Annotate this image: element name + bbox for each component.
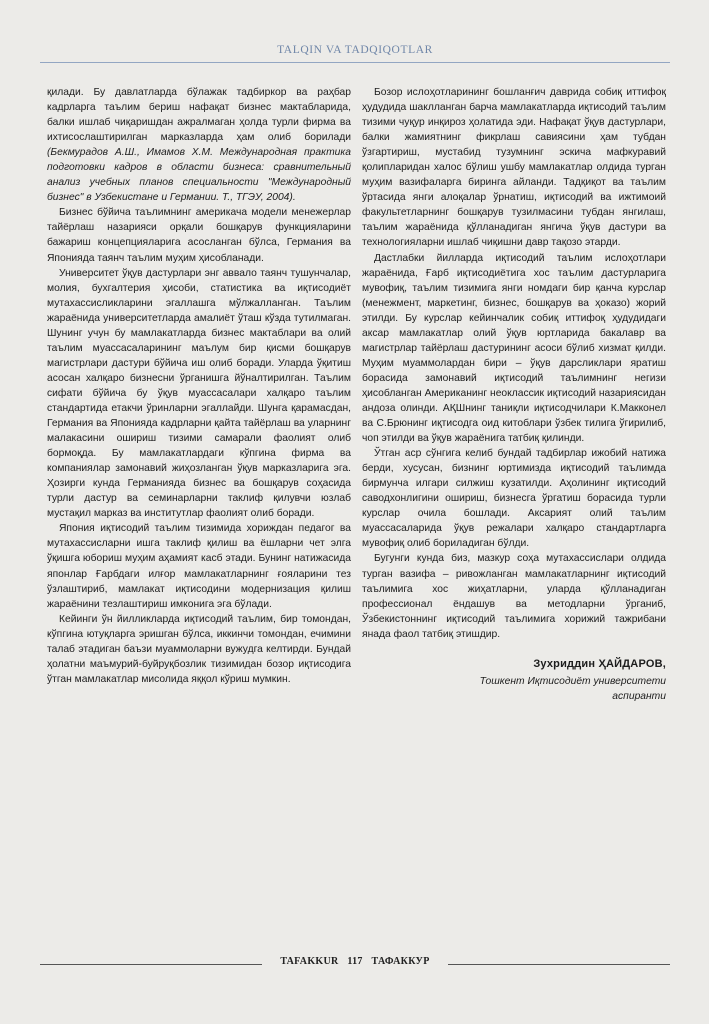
paragraph-4: Япония иқтисодий таълим тизимида хориждан педагог ва мутахассисларни ишга таклиф қилиш ва ёшларни чет элга ўқишга юбориш муҳим аҳамият касб этади. Бунинг натижасида японлар Ғарбдаги илғор мамлакатларнинг ғояларини тез ўзлаштириб, мамлакат иқтисодини модернизация қилиш жараёнини тезлаштириш имконига эга бўлади. bbox=[47, 523, 351, 610]
footer-magazine-cyrillic: ТАФАККУР bbox=[371, 956, 430, 967]
footer-text bbox=[262, 956, 448, 967]
paragraph-9: Бугунги кунда биз, мазкур соҳа мутахассислари олдида турган вазифа – ривожланган мамлакатларнинг иқтисодий таълимига хос жиҳатларни, уларда қўлланадиган профессионал ёндашув ва методларни ўрганиб, Ўзбекистоннинг иқтисодий таълимига хорижий тажрибани янада фаол татбиқ этишдир. bbox=[362, 553, 666, 640]
running-header bbox=[40, 40, 670, 63]
section-title: TALQIN VA TADQIQOTLAR bbox=[277, 44, 433, 56]
citation: (Бекмурадов А.Ш., Имамов Х.М. Международная практика подготовки кадров в области бизнеса: сравнительный анализ учебных планов специальности "Международный бизнес" в Узбекистане и Германии. Т., ТГЭУ, 2004). bbox=[47, 147, 351, 204]
author-affiliation-line-1: Тошкент Иқтисодиёт университети bbox=[479, 675, 666, 687]
footer-rule-right bbox=[448, 964, 670, 965]
paragraph-5: Кейинги ўн йилликларда иқтисодий таълим, бир томондан, кўпгина ютуқларга эришган бўлса, иккинчи томондан, ечимини талаб этадиган баъзи муаммоларни вужудга келтирди. Бундай ҳолатни маъмурий-буйруқбозлик тизимидан бозор иқтисодига ўтган мамлакатлар мисолида яққол кўриш мумкин. bbox=[47, 613, 351, 685]
page-number: 117 bbox=[347, 956, 363, 967]
header-rule bbox=[40, 62, 670, 63]
left-column bbox=[47, 85, 351, 930]
paragraph-6: Бозор ислоҳотларининг бошланғич даврида собиқ иттифоқ ҳудудида шаклланган барча мамлакатларда иқтисодий таълим тизими чуқур инқироз ҳолатида эди. Нафақат ўқув дастурлари, балки жамиятнинг фикрлаш савиясини ҳам тубдан ўзгартириш, мустабид тузумнинг эскича мафкуравий қолипларидан халос бўлиш ушбу мамлакатлар олдида турган муҳим вазифаларга биринга айланди. Тадқиқот ва таълим ўртасида янги алоқалар ўрнатиш, иқтисодий ва ижтимоий факультетларнинг бошқарув тузилмасини тубдан янгилаш, таълим жараёнида қўлланадиган янгича ўқув дастури ва технологияларни ишлаб чиқишни давр тақозо этарди. bbox=[362, 87, 666, 249]
page-footer bbox=[40, 955, 670, 973]
paragraph-2: Бизнес бўйича таълимнинг америкача модели менежерлар тайёрлаш назарияси орқали бошқарув функцияларини бажариш концепцияларига асосланган бўлса, Германия ва Японияда таянч таълим муҳим ҳисобланади. bbox=[47, 207, 351, 264]
footer-magazine-latin: TAFAKKUR bbox=[280, 956, 339, 967]
paragraph-7: Дастлабки йилларда иқтисодий таълим ислоҳотлари жараёнида, Ғарб иқтисодиётига хос таълим дастурларига мувофиқ, таълим тизимига янги номдаги бир қанча курслар (менежмент, маркетинг, бизнес, бошқарув ва ҳоказо) жорий этилди. Бу курслар кейинчалик собиқ иттифоқ ҳудудидаги аксар мамлакатлар олий ўқув юртларида бакалавр ва магистрлар тайёрлаш дастурининг асоси бўлиб хизмат қилди. Муҳим муаммолардан бири – ўқув дарсликлари яратиш борасида замонавий иқтисодий таълимнинг негизи ҳисобланган Американинг неоклассик иқтисодий назариясидан андоза олинди. АҚШнинг таниқли иқтисодчилари К.Макконел ва С.Брюнинг иқтисодга оид китоблари ўзбек тилига ўгирилиб, чоп этилди ва ўқув жараёнига татбиқ қилинди. bbox=[362, 252, 666, 445]
author-name: Зухриддин ҲАЙДАРОВ, bbox=[533, 657, 666, 670]
right-column bbox=[362, 85, 666, 930]
author-affiliation-line-2: аспиранти bbox=[612, 690, 666, 702]
paragraph-3: Университет ўқув дастурлари энг аввало таянч тушунчалар, молия, бухгалтерия ҳисоби, статистика ва иқтисодиёт мутахассисликларини эгаллашга мўлжалланган. Таълим жараёнида университетларда амалиёт ўташ кўзда тутилмаган. Шунинг учун бу мамлакатларда бизнес мактаблари ва олий таълим муассасаларининг маълум бир қисми бошқарув магистрлари дастури бўйича иш олиб боради. Уларда ўқитиш асосан халқаро бизнесни ўрганишга йўналтирилган. Таълим сифати бўйича бу ўқув муассасалари халқаро таълим стандартида етакчи ўринларни эгаллайди. Шунга қарамасдан, Германия ва Японияда кадрларни қайта тайёрлаш ва уларнинг малакасини ошириш тизими самарали фаолият олиб бормоқда. Бу мамлакатлардаги кўпгина фирма ва компаниялар замонавий жиҳозланган ўқув марказларига эга. Ҳозирги кунда Германияда бизнес ва бошқарув соҳасида турли дастур ва семинарларни таклиф қилувчи юзлаб мустақил марказ ва институтлар фаолият олиб боради. bbox=[47, 267, 351, 520]
paragraph-1-text: қилади. Бу давлатларда бўлажак тадбиркор ва раҳбар кадрларга таълим бериш нафақат бизнес мактабларида, балки ишлаб чиқаришдан ажралмаган ҳолда турли фирма ва ихтисослаштирилган марказларда ҳам олиб борилади bbox=[47, 87, 351, 144]
author-affiliation bbox=[362, 674, 666, 704]
paragraph-8: Ўтган аср сўнгига келиб бундай тадбирлар ижобий натижа берди, хусусан, бизнинг юртимизда иқтисодий таълимда бирмунча илгари силжиш кузатилди. Аҳолининг иқтисодий саводхонлигини ошириш, бизнесга ўргатиш борасида турли курслар очила бошлади. Аксарият олий таълим муассасаларида ўқув режалари халқаро стандартларга мувофиқ олиб бориладиган бўлди. bbox=[362, 448, 666, 550]
paragraph-1 bbox=[47, 85, 351, 205]
footer-rule-left bbox=[40, 964, 262, 965]
